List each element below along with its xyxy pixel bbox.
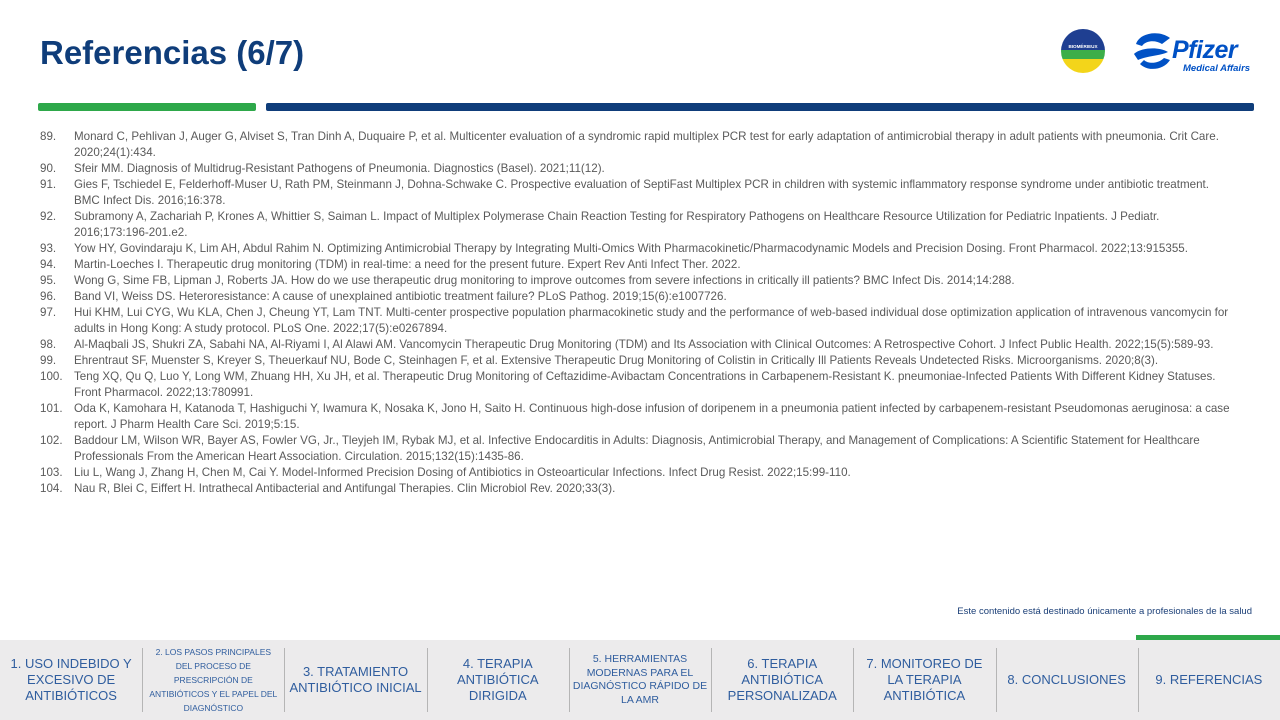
- reference-item: [40, 161, 1230, 177]
- reference-text: Martin-Loeches I. Therapeutic drug monitoring (TDM) in real-time: a need for the present future. Expert Rev Anti Infect Ther. 2022.: [74, 258, 741, 271]
- nav-tab-2[interactable]: 2. LOS PASOS PRINCIPALES DEL PROCESO DE PRESCRIPCIÓN DE ANTIBIÓTICOS Y EL PAPEL DEL DIAGNÓSTICO: [142, 640, 284, 720]
- reference-text: Al-Maqbali JS, Shukri ZA, Sabahi NA, Al-Riyami I, Al Alawi AM. Vancomycin Therapeutic Drug Monitoring (TDM) and Its Association with Clinical Outcomes: A Retrospective Cohort. J Infect Public Health. 2022;15(5):589-93.: [74, 338, 1214, 351]
- reference-item: [40, 129, 1230, 161]
- references-list: [40, 129, 1230, 497]
- disclaimer: Este contenido está destinado únicamente a profesionales de la salud: [957, 606, 1252, 617]
- reference-number: 93.: [40, 242, 57, 255]
- reference-item: [40, 481, 1230, 497]
- reference-item: [40, 209, 1230, 241]
- reference-number: 102.: [40, 434, 63, 447]
- svg-text:BIOMÉRIEUX: BIOMÉRIEUX: [1068, 44, 1098, 49]
- header-divider-navy: [266, 103, 1254, 111]
- reference-text: Teng XQ, Qu Q, Luo Y, Long WM, Zhuang HH, Xu JH, et al. Therapeutic Drug Monitoring of Ceftazidime-Avibactam Concentrations in Carbapenem-Resistant K. pneumoniae-Infected Patients With Different Kidney Statuses. Front Pharmacol. 2022;13:780991.: [74, 370, 1216, 399]
- reference-item: [40, 257, 1230, 273]
- page-title: Referencias (6/7): [40, 34, 305, 71]
- nav-tab-5[interactable]: 5. HERRAMIENTAS MODERNAS PARA EL DIAGNÓSTICO RÁPIDO DE LA AMR: [569, 640, 711, 720]
- reference-number: 98.: [40, 338, 57, 351]
- reference-text: Band VI, Weiss DS. Heteroresistance: A cause of unexplained antibiotic treatment failure? PLoS Pathog. 2019;15(6):e1007726.: [74, 290, 727, 303]
- reference-number: 95.: [40, 274, 57, 287]
- reference-number: 104.: [40, 482, 63, 495]
- reference-item: [40, 241, 1230, 257]
- reference-number: 99.: [40, 354, 57, 367]
- reference-number: 96.: [40, 290, 57, 303]
- reference-number: 92.: [40, 210, 57, 223]
- reference-number: 97.: [40, 306, 57, 319]
- reference-number: 91.: [40, 178, 57, 191]
- reference-text: Liu L, Wang J, Zhang H, Chen M, Cai Y. Model-Informed Precision Dosing of Antibiotics in Osteoarticular Infections. Infect Drug Resist. 2022;15:99-110.: [74, 466, 851, 479]
- nav-tab-8[interactable]: 8. CONCLUSIONES: [996, 640, 1138, 720]
- reference-text: Oda K, Kamohara H, Katanoda T, Hashiguchi Y, Iwamura K, Nosaka K, Jono H, Saito H. Continuous high-dose infusion of doripenem in a pneumonia patient infected by carbapenem-resistant Pseudomonas aeruginosa: a case report. J Pharm Health Care Sci. 2019;5:15.: [74, 402, 1230, 431]
- reference-text: Baddour LM, Wilson WR, Bayer AS, Fowler VG, Jr., Tleyjeh IM, Rybak MJ, et al. Infective Endocarditis in Adults: Diagnosis, Antimicrobial Therapy, and Management of Complications: A Scientific Statement for Healthcare Professionals From the American Heart Association. Circulation. 2015;132(15):1435-86.: [74, 434, 1200, 463]
- reference-number: 103.: [40, 466, 63, 479]
- nav-tab-3[interactable]: 3. TRATAMIENTO ANTIBIÓTICO INICIAL: [284, 640, 426, 720]
- nav-tab-7[interactable]: 7. MONITOREO DE LA TERAPIA ANTIBIÓTICA: [853, 640, 995, 720]
- pfizer-subtitle: Medical Affairs: [1183, 63, 1251, 74]
- section-navigation: [0, 640, 1280, 720]
- reference-item: [40, 337, 1230, 353]
- reference-text: Monard C, Pehlivan J, Auger G, Alviset S, Tran Dinh A, Duquaire P, et al. Multicenter evaluation of a syndromic rapid multiplex PCR test for early adaptation of antimicrobial therapy in adult patients with pneumonia. Crit Care. 2020;24(1):434.: [74, 130, 1219, 159]
- reference-item: [40, 401, 1230, 433]
- reference-item: [40, 465, 1230, 481]
- nav-tab-1[interactable]: 1. USO INDEBIDO Y EXCESIVO DE ANTIBIÓTICOS: [10, 656, 132, 703]
- reference-text: Wong G, Sime FB, Lipman J, Roberts JA. How do we use therapeutic drug monitoring to improve outcomes from severe infections in critically ill patients? BMC Infect Dis. 2014;14:288.: [74, 274, 1015, 287]
- biomerieux-logo: [1060, 28, 1106, 74]
- reference-item: [40, 289, 1230, 305]
- reference-item: [40, 353, 1230, 369]
- nav-tab-4[interactable]: 4. TERAPIA ANTIBIÓTICA DIRIGIDA: [427, 640, 569, 720]
- nav-tab-9[interactable]: 9. REFERENCIAS: [1138, 640, 1280, 720]
- reference-number: 100.: [40, 370, 63, 383]
- reference-number: 101.: [40, 402, 63, 415]
- nav-tab-6[interactable]: 6. TERAPIA ANTIBIÓTICA PERSONALIZADA: [711, 640, 853, 720]
- reference-number: 89.: [40, 130, 57, 143]
- reference-text: Gies F, Tschiedel E, Felderhoff-Muser U, Rath PM, Steinmann J, Dohna-Schwake C. Prospective evaluation of SeptiFast Multiplex PCR in children with systemic inflammatory response syndrome under antibiotic treatment. BMC Infect Dis. 2016;16:378.: [74, 178, 1209, 207]
- reference-text: Yow HY, Govindaraju K, Lim AH, Abdul Rahim N. Optimizing Antimicrobial Therapy by Integrating Multi-Omics With Pharmacokinetic/Pharmacodynamic Models and Precision Dosing. Front Pharmacol. 2022;13:915355.: [74, 242, 1188, 255]
- reference-text: Subramony A, Zachariah P, Krones A, Whittier S, Saiman L. Impact of Multiplex Polymerase Chain Reaction Testing for Respiratory Pathogens on Healthcare Resource Utilization for Pediatric Inpatients. J Pediatr. 2016;173:196-201.e2.: [74, 210, 1160, 239]
- header-divider-green: [38, 103, 256, 111]
- reference-text: Ehrentraut SF, Muenster S, Kreyer S, Theuerkauf NU, Bode C, Steinhagen F, et al. Extensive Therapeutic Drug Monitoring of Colistin in Critically Ill Patients Reveals Undetected Risks. Microorganisms. 2020;8(3).: [74, 354, 1159, 367]
- pfizer-wordmark: Pfizer: [1172, 36, 1238, 64]
- reference-text: Hui KHM, Lui CYG, Wu KLA, Chen J, Cheung YT, Lam TNT. Multi-center prospective population pharmacokinetic study and the performance of web-based individual dose optimization application of intravenous vancomycin for adults in Hong Kong: A study protocol. PLoS One. 2022;17(5):e0267894.: [74, 306, 1229, 335]
- reference-item: [40, 305, 1230, 337]
- reference-item: [40, 369, 1230, 401]
- reference-item: [40, 273, 1230, 289]
- reference-number: 90.: [40, 162, 57, 175]
- reference-item: [40, 177, 1230, 209]
- reference-text: Sfeir MM. Diagnosis of Multidrug-Resistant Pathogens of Pneumonia. Diagnostics (Basel). 2021;11(12).: [74, 162, 605, 175]
- reference-text: Nau R, Blei C, Eiffert H. Intrathecal Antibacterial and Antifungal Therapies. Clin Microbiol Rev. 2020;33(3).: [74, 482, 616, 495]
- reference-number: 94.: [40, 258, 57, 271]
- reference-item: [40, 433, 1230, 465]
